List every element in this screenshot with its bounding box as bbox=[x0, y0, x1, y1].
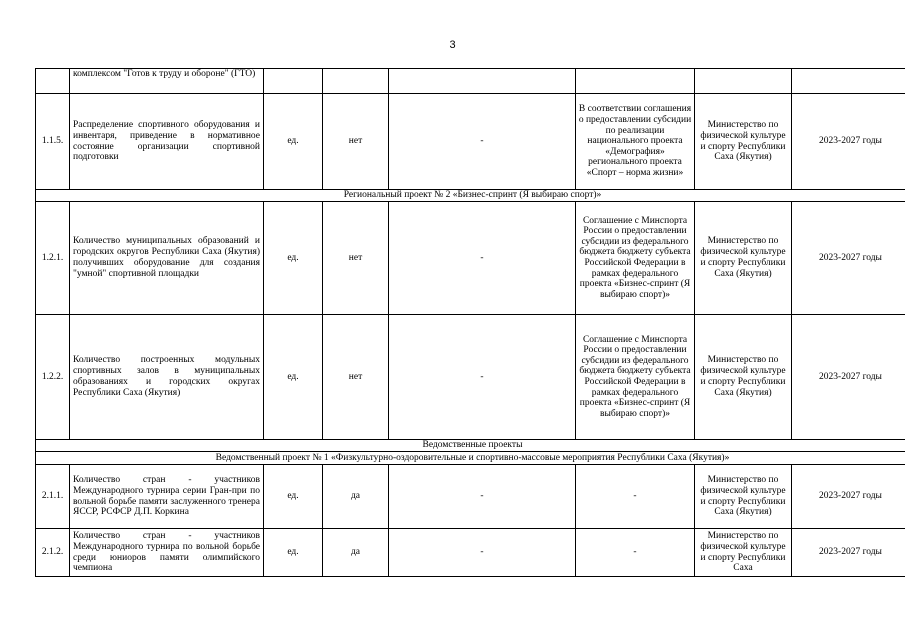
indicator-description: Распределение спортивного оборудования и инвентаря, приведение в нормативное состояние организации спортивной подготовки bbox=[70, 94, 264, 190]
indicator-description: Количество муниципальных образований и городских округов Республики Саха (Якутия) получивших оборудование для создания "умной" спортивной площадки bbox=[70, 202, 264, 315]
flag-cell: нет bbox=[323, 94, 389, 190]
indicator-description: Количество стран - участников Международного турнира серии Гран-при по вольной борьбе памяти заслуженного тренера ЯССР, РСФСР Д.П. Коркина bbox=[70, 465, 264, 529]
responsible-cell: Министерство по физической культуре и спорту Республики Саха (Якутия) bbox=[695, 315, 792, 440]
value-cell: - bbox=[389, 315, 576, 440]
table-row bbox=[36, 465, 905, 529]
unit-cell bbox=[264, 69, 323, 94]
indicator-description: Количество построенных модульных спортивных залов в муниципальных образованиях и городских округах Республики Саха (Якутия) bbox=[70, 315, 264, 440]
table-row bbox=[36, 94, 905, 190]
indicator-description: Количество стран - участников Международного турнира по вольной борьбе среди юниоров памяти олимпийского чемпиона bbox=[70, 529, 264, 577]
period-cell: 2023-2027 годы bbox=[792, 202, 905, 315]
basis-cell: - bbox=[576, 529, 695, 577]
section-title: Ведомственные проекты bbox=[36, 440, 905, 452]
unit-cell: ед. bbox=[264, 315, 323, 440]
row-number bbox=[36, 69, 70, 94]
period-cell: 2023-2027 годы bbox=[792, 465, 905, 529]
flag-cell: нет bbox=[323, 315, 389, 440]
section-title: Региональный проект № 2 «Бизнес-спринт (Я выбираю спорт)» bbox=[36, 190, 905, 202]
row-number: 2.1.1. bbox=[36, 465, 70, 529]
section-header-row bbox=[36, 440, 905, 452]
value-cell: - bbox=[389, 465, 576, 529]
value-cell bbox=[389, 69, 576, 94]
basis-cell: - bbox=[576, 465, 695, 529]
value-cell: - bbox=[389, 94, 576, 190]
responsible-cell: Министерство по физической культуре и спорту Республики Саха (Якутия) bbox=[695, 202, 792, 315]
section-header-row bbox=[36, 452, 905, 465]
row-number: 1.2.2. bbox=[36, 315, 70, 440]
unit-cell: ед. bbox=[264, 94, 323, 190]
period-cell: 2023-2027 годы bbox=[792, 94, 905, 190]
period-cell: 2023-2027 годы bbox=[792, 529, 905, 577]
table-row bbox=[36, 529, 905, 577]
flag-cell: да bbox=[323, 465, 389, 529]
unit-cell: ед. bbox=[264, 202, 323, 315]
responsible-cell: Министерство по физической культуре и спорту Республики Саха (Якутия) bbox=[695, 94, 792, 190]
flag-cell: да bbox=[323, 529, 389, 577]
responsible-cell bbox=[695, 69, 792, 94]
section-title: Ведомственный проект № 1 «Физкультурно-оздоровительные и спортивно-массовые мероприятия Республики Саха (Якутия)» bbox=[36, 452, 905, 465]
value-cell: - bbox=[389, 202, 576, 315]
responsible-cell: Министерство по физической культуре и спорту Республики Саха bbox=[695, 529, 792, 577]
table-row bbox=[36, 315, 905, 440]
indicator-description: комплексом "Готов к труду и обороне" (ГТО) bbox=[70, 69, 264, 94]
table-body bbox=[36, 69, 905, 577]
basis-cell: В соответствии соглашения о предоставлении субсидии по реализации национального проекта «Демография» регионального проекта «Спорт – норма жизни» bbox=[576, 94, 695, 190]
basis-cell: Соглашение с Минспорта России о предоставлении субсидии из федерального бюджета бюджету субъекта Российской Федерации в рамках федерального проекта «Бизнес-спринт (Я выбираю спорт)» bbox=[576, 202, 695, 315]
section-header-row bbox=[36, 190, 905, 202]
table-row bbox=[36, 202, 905, 315]
basis-cell: Соглашение с Минспорта России о предоставлении субсидии из федерального бюджета бюджету субъекта Российской Федерации в рамках федерального проекта «Бизнес-спринт (Я выбираю спорт)» bbox=[576, 315, 695, 440]
basis-cell bbox=[576, 69, 695, 94]
flag-cell bbox=[323, 69, 389, 94]
row-number: 1.2.1. bbox=[36, 202, 70, 315]
responsible-cell: Министерство по физической культуре и спорту Республики Саха (Якутия) bbox=[695, 465, 792, 529]
measures-table bbox=[35, 68, 905, 577]
flag-cell: нет bbox=[323, 202, 389, 315]
unit-cell: ед. bbox=[264, 465, 323, 529]
unit-cell: ед. bbox=[264, 529, 323, 577]
row-number: 1.1.5. bbox=[36, 94, 70, 190]
value-cell: - bbox=[389, 529, 576, 577]
period-cell bbox=[792, 69, 905, 94]
period-cell: 2023-2027 годы bbox=[792, 315, 905, 440]
row-number: 2.1.2. bbox=[36, 529, 70, 577]
table-row bbox=[36, 69, 905, 94]
page-number: 3 bbox=[449, 39, 456, 51]
